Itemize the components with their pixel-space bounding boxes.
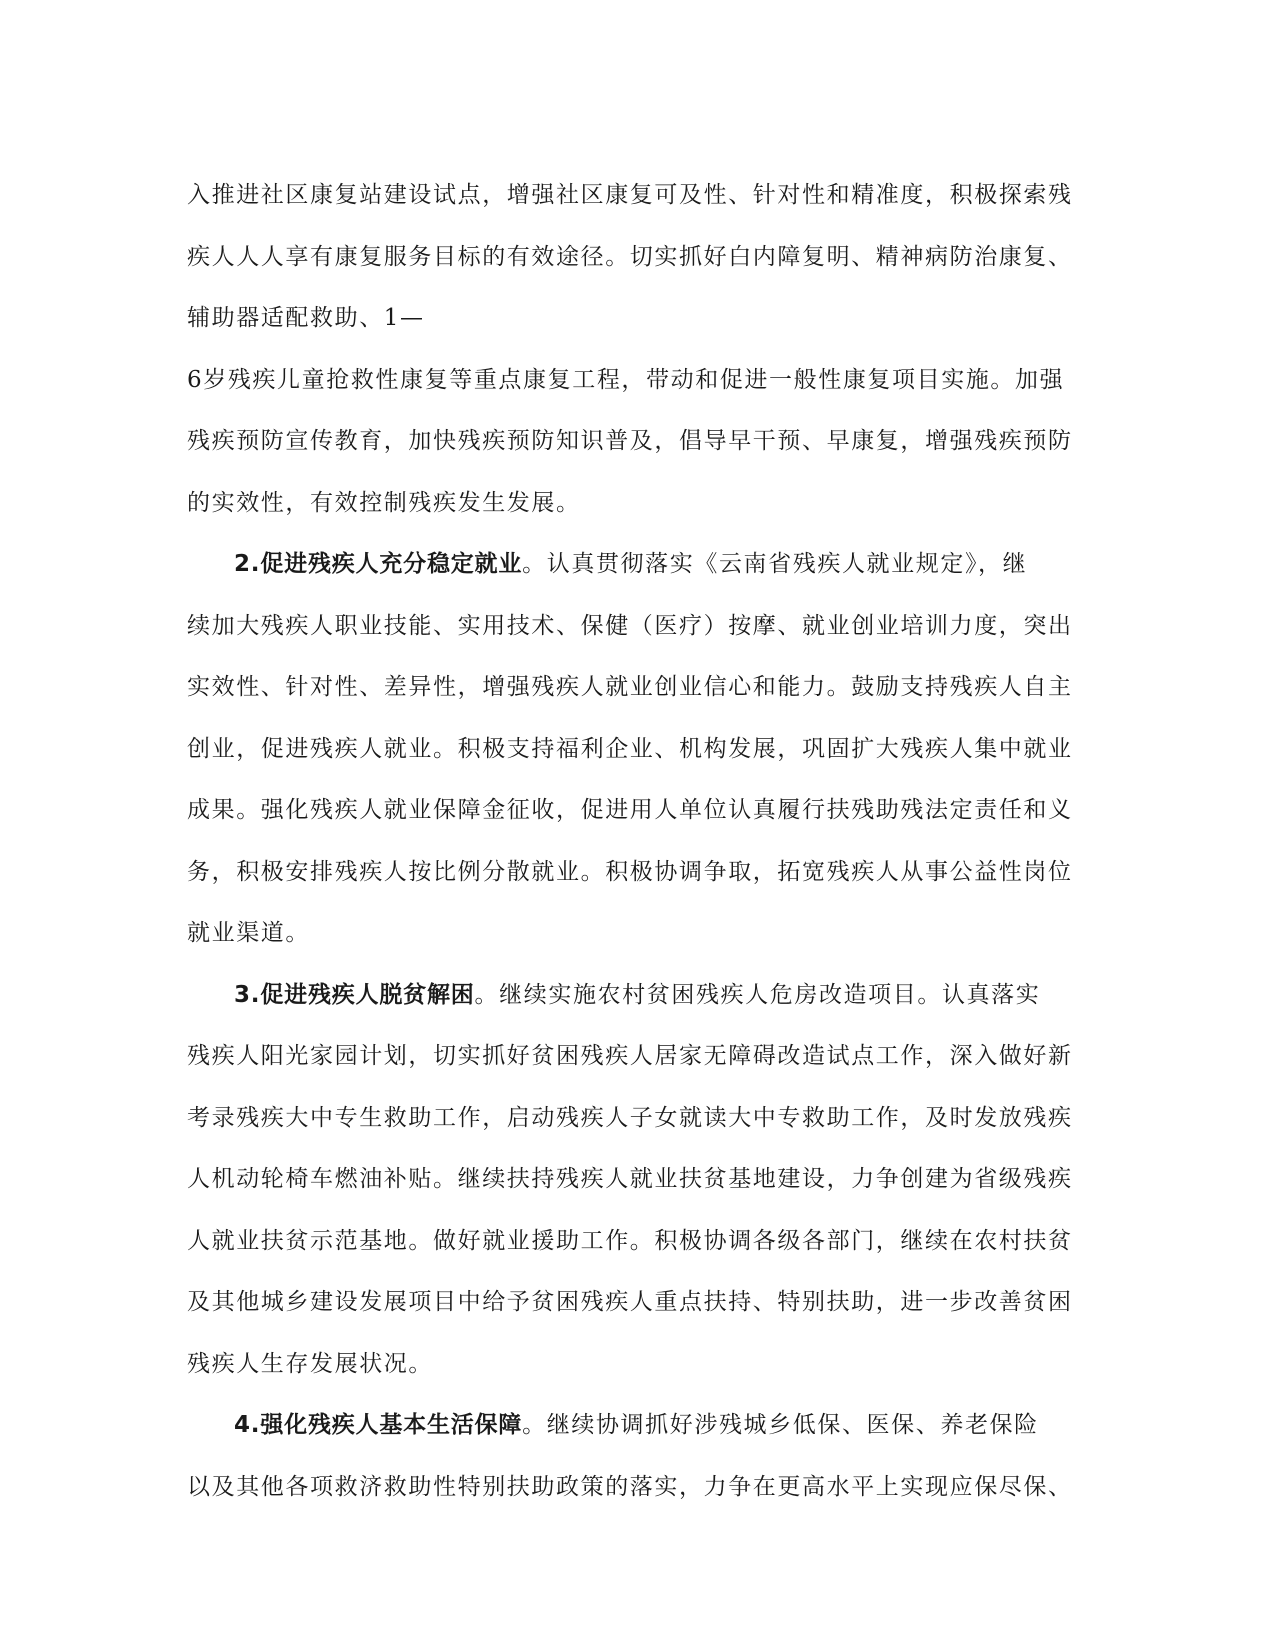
paragraph-first-line [187,965,1087,1027]
document-body [187,165,1087,1518]
text-line: 及其他城乡建设发展项目中给予贫困残疾人重点扶持、特别扶助，进一步改善贫困 [187,1289,1073,1315]
text-run: 。认真贯彻落实《云南省残疾人就业规定》，继 [522,551,1028,577]
text-line: 残疾人生存发展状况。 [187,1350,433,1377]
section-heading-employment: 2.促进残疾人充分稳定就业 [234,551,523,577]
text-line: 疾人人人享有康复服务目标的有效途径。切实抓好白内障复明、精神病防治康复、 [187,243,1073,270]
text-line: 创业，促进残疾人就业。积极支持福利企业、机构发展，巩固扩大残疾人集中就业 [187,735,1073,762]
text-line: 就业渠道。 [187,920,310,946]
text-line: 6岁残疾儿童抢救性康复等重点康复工程，带动和促进一般性康复项目实施。加强 [187,366,1065,393]
text-line: 续加大残疾人职业技能、实用技术、保健（医疗）按摩、就业创业培训力度，突出 [187,612,1073,639]
section-heading-basic-living: 4.强化残疾人基本生活保障 [234,1412,523,1438]
text-line: 务，积极安排残疾人按比例分散就业。积极协调争取，拓宽残疾人从事公益性岗位 [187,858,1073,885]
text-line: 残疾预防宣传教育，加快残疾预防知识普及，倡导早干预、早康复，增强残疾预防 [187,428,1073,454]
text-line: 人机动轮椅车燃油补贴。继续扶持残疾人就业扶贫基地建设，力争创建为省级残疾 [187,1166,1073,1192]
paragraph-poverty-relief [187,965,1087,1396]
section-heading-poverty-relief: 3.促进残疾人脱贫解困 [234,981,475,1008]
text-line: 实效性、针对性、差异性，增强残疾人就业创业信心和能力。鼓励支持残疾人自主 [187,674,1073,700]
text-line: 残疾人阳光家园计划，切实抓好贫困残疾人居家无障碍改造试点工作，深入做好新 [187,1043,1073,1069]
text-line: 辅助器适配救助、1— [187,305,425,331]
paragraph-rehabilitation-continued [187,165,1087,534]
paragraph-first-line [187,1395,1087,1457]
text-run: 。继续实施农村贫困残疾人危房改造项目。认真落实 [474,981,1041,1008]
text-line: 考录残疾大中专生救助工作，启动残疾人子女就读大中专救助工作，及时发放残疾 [187,1104,1073,1131]
text-run: 。继续协调抓好涉残城乡低保、医保、养老保险 [522,1412,1039,1438]
text-line: 入推进社区康复站建设试点，增强社区康复可及性、针对性和精准度，积极探索残 [187,182,1073,208]
text-line: 成果。强化残疾人就业保障金征收，促进用人单位认真履行扶残助残法定责任和义 [187,797,1073,823]
paragraph-basic-living [187,1395,1087,1518]
text-line: 人就业扶贫示范基地。做好就业援助工作。积极协调各级各部门，继续在农村扶贫 [187,1227,1073,1254]
text-line: 以及其他各项救济救助性特别扶助政策的落实，力争在更高水平上实现应保尽保、 [187,1473,1073,1500]
paragraph-first-line [187,534,1087,596]
paragraph-employment [187,534,1087,965]
text-line: 的实效性，有效控制残疾发生发展。 [187,489,581,516]
